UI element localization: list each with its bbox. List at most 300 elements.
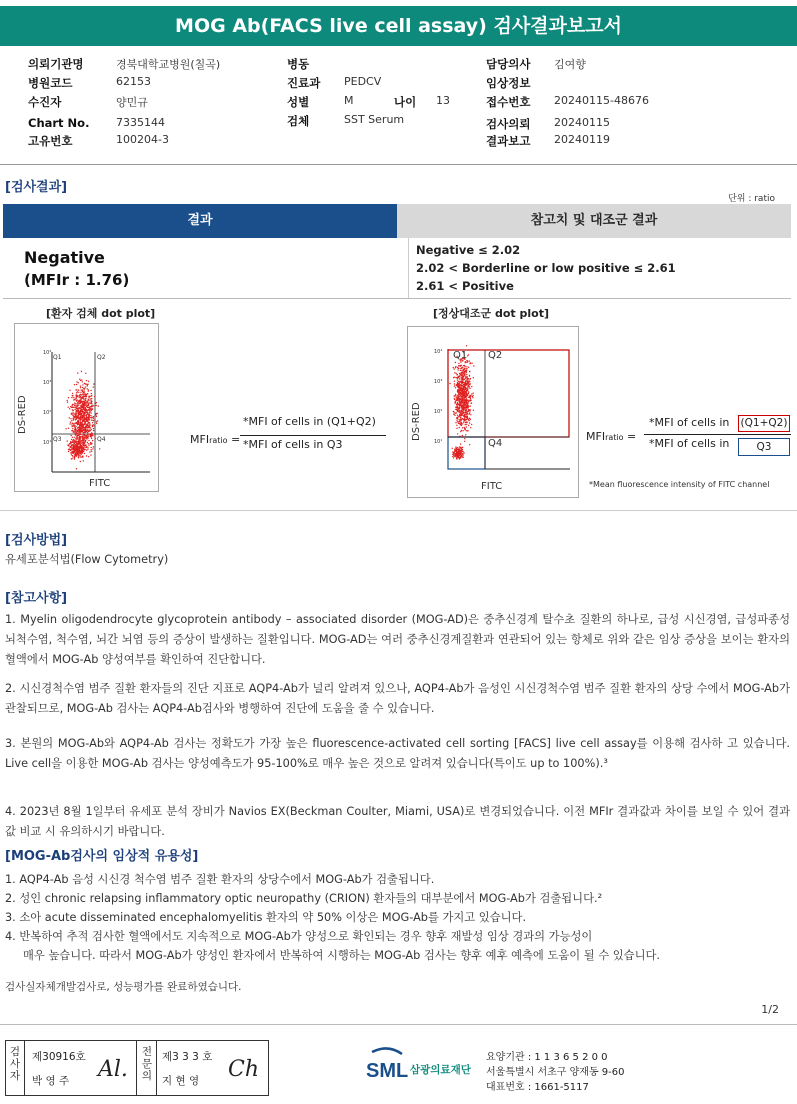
scatter-dot xyxy=(83,389,84,390)
scatter-dot xyxy=(469,388,470,389)
scatter-dot xyxy=(90,408,91,409)
scatter-dot xyxy=(84,447,85,448)
scatter-dot xyxy=(90,454,91,455)
scatter-dot xyxy=(81,436,82,437)
patient-plot-caption: [환자 검체 dot plot] xyxy=(46,307,156,320)
scatter-dot xyxy=(78,419,79,420)
scatter-dot xyxy=(464,441,465,442)
scatter-dot xyxy=(460,381,461,382)
scatter-dot xyxy=(78,442,79,443)
signature-box xyxy=(5,1040,269,1096)
scatter-dot xyxy=(80,385,81,386)
scatter-dot xyxy=(471,402,472,403)
scatter-dot xyxy=(461,399,462,400)
scatter-dot xyxy=(468,393,469,394)
q2-label: Q2 xyxy=(97,354,106,361)
scatter-dot xyxy=(454,415,455,416)
reference-positive: 2.61 < Positive xyxy=(416,279,514,293)
scatter-dot xyxy=(79,403,80,404)
scatter-dot xyxy=(457,379,458,380)
scatter-dot xyxy=(91,398,92,399)
scatter-dot xyxy=(465,404,466,405)
scatter-dot xyxy=(455,395,456,396)
scatter-dot xyxy=(77,435,78,436)
scatter-dot xyxy=(466,390,467,391)
scatter-dot xyxy=(464,399,465,400)
scatter-dot xyxy=(463,375,464,376)
scatter-dot xyxy=(75,433,76,434)
scatter-dot xyxy=(462,379,463,380)
scatter-dot xyxy=(97,420,98,421)
scatter-dot xyxy=(470,414,471,415)
scatter-dot xyxy=(458,403,459,404)
scatter-dot xyxy=(77,424,78,425)
org-address: 서울특별시 서초구 양재동 9-60 xyxy=(486,1067,625,1078)
scatter-dot xyxy=(87,433,88,434)
scatter-dot xyxy=(81,371,82,372)
unique-label: 고유번호 xyxy=(28,134,73,148)
scatter-dot xyxy=(459,387,460,388)
scatter-dot xyxy=(454,449,455,450)
divider xyxy=(136,1041,137,1095)
scatter-dot xyxy=(81,430,82,431)
reference-borderline: 2.02 < Borderline or low positive ≤ 2.61 xyxy=(416,261,676,275)
scatter-dot xyxy=(455,367,456,368)
scatter-dot xyxy=(465,362,466,363)
scatter-dot xyxy=(69,390,70,391)
scatter-dot xyxy=(78,418,79,419)
patient-formula-label: MFIratio = xyxy=(190,433,241,446)
scatter-dot xyxy=(87,417,88,418)
specimen-label: 검체 xyxy=(287,114,310,128)
scatter-dot xyxy=(471,363,472,364)
scatter-dot xyxy=(79,395,80,396)
formula-prefix: MFI xyxy=(190,433,210,446)
divider xyxy=(408,238,409,298)
svg-text:10⁴: 10⁴ xyxy=(434,349,443,355)
scatter-dot xyxy=(73,417,74,418)
patient-denominator: *MFI of cells in Q3 xyxy=(243,438,343,451)
scatter-dot xyxy=(72,440,73,441)
scatter-dot xyxy=(82,411,83,412)
scatter-dot xyxy=(460,443,461,444)
scatter-dot xyxy=(83,433,84,434)
scatter-dot xyxy=(463,421,464,422)
scatter-dot xyxy=(461,425,462,426)
scatter-dot xyxy=(85,407,86,408)
scatter-dot xyxy=(465,424,466,425)
scatter-dot xyxy=(454,381,455,382)
scatter-dot xyxy=(458,421,459,422)
reference-negative: Negative ≤ 2.02 xyxy=(416,243,521,257)
scatter-dot xyxy=(78,447,79,448)
scatter-dot xyxy=(463,402,464,403)
scatter-dot xyxy=(464,395,465,396)
scatter-dot xyxy=(90,430,91,431)
doctor-role: 전문의 xyxy=(141,1046,153,1082)
scatter-dot xyxy=(71,430,72,431)
scatter-dot xyxy=(85,405,86,406)
control-formula-label: MFIratio = xyxy=(586,430,637,443)
scatter-dot xyxy=(459,410,460,411)
scatter-dot xyxy=(456,398,457,399)
scatter-dot xyxy=(455,453,456,454)
scatter-dot xyxy=(84,403,85,404)
scatter-dot xyxy=(454,383,455,384)
scatter-dot xyxy=(457,402,458,403)
scatter-dot xyxy=(79,455,80,456)
scatter-dot xyxy=(81,456,82,457)
scatter-dot xyxy=(457,451,458,452)
scatter-dot xyxy=(464,420,465,421)
scatter-dot xyxy=(70,450,71,451)
scatter-dot xyxy=(468,367,469,368)
scatter-dot xyxy=(465,434,466,435)
scatter-dot xyxy=(90,415,91,416)
scatter-dot xyxy=(75,430,76,431)
scatter-dot xyxy=(455,422,456,423)
usefulness-item: 2. 성인 chronic relapsing inflammatory optic neuropathy (CRION) 환자들의 대부분에서 MOG-Ab가 검출됩니다.² xyxy=(5,892,603,905)
scatter-dot xyxy=(92,408,93,409)
scatter-dot xyxy=(85,427,86,428)
scatter-dot xyxy=(86,449,87,450)
scatter-dot xyxy=(458,389,459,390)
scatter-dot xyxy=(74,425,75,426)
scatter-dot xyxy=(462,406,463,407)
scatter-dot xyxy=(76,397,77,398)
scatter-dot xyxy=(83,398,84,399)
scatter-dot xyxy=(460,431,461,432)
scatter-dot xyxy=(455,362,456,363)
scatter-dot xyxy=(471,393,472,394)
scatter-dot xyxy=(88,404,89,405)
usefulness-item: 3. 소아 acute disseminated encephalomyelitis 환자의 약 50% 이상은 MOG-Ab를 가지고 있습니다. xyxy=(5,911,527,924)
scatter-dot xyxy=(463,384,464,385)
scatter-dot xyxy=(460,420,461,421)
request-value: 20240115 xyxy=(554,116,610,129)
scatter-dot xyxy=(96,416,97,417)
scatter-dot xyxy=(90,390,91,391)
x-axis-label: FITC xyxy=(89,478,111,489)
scatter-dot xyxy=(73,442,74,443)
scatter-dot xyxy=(94,396,95,397)
hospital-value: 경북대학교병원(칠곡) xyxy=(116,58,221,71)
scatter-dot xyxy=(84,424,85,425)
scatter-dot xyxy=(81,431,82,432)
scatter-dot xyxy=(467,413,468,414)
scatter-dot xyxy=(84,414,85,415)
scatter-dot xyxy=(456,428,457,429)
scatter-dot xyxy=(91,429,92,430)
scatter-dot xyxy=(71,407,72,408)
scatter-dot xyxy=(76,384,77,385)
scatter-dot xyxy=(459,453,460,454)
scatter-dot xyxy=(459,412,460,413)
scatter-dot xyxy=(82,406,83,407)
usefulness-item: 1. AQP4-Ab 음성 시신경 척수염 범주 질환 환자의 상당수에서 MOG-Ab가 검출됩니다. xyxy=(5,873,435,886)
scatter-dot xyxy=(91,447,92,448)
scatter-dot xyxy=(459,391,460,392)
notes-section-title: [참고사항] xyxy=(5,591,68,606)
scatter-dot xyxy=(92,448,93,449)
scatter-dot xyxy=(87,388,88,389)
scatter-dot xyxy=(466,396,467,397)
scatter-dot xyxy=(85,386,86,387)
scatter-dot xyxy=(87,414,88,415)
scatter-dot xyxy=(467,378,468,379)
scatter-dot xyxy=(457,449,458,450)
scatter-dot xyxy=(91,405,92,406)
scatter-dot xyxy=(88,443,89,444)
scatter-dot xyxy=(83,436,84,437)
org-phone: 대표번호 : 1661-5117 xyxy=(486,1082,589,1093)
scatter-dot xyxy=(78,413,79,414)
scatter-dot xyxy=(86,380,87,381)
patient-value: 양민규 xyxy=(116,96,148,109)
divider xyxy=(156,1041,157,1095)
scatter-dot xyxy=(459,421,460,422)
scatter-dot xyxy=(73,425,74,426)
scatter-dot xyxy=(457,382,458,383)
scatter-dot xyxy=(453,368,454,369)
scatter-dot xyxy=(75,455,76,456)
scatter-dot xyxy=(459,378,460,379)
scatter-dot xyxy=(72,456,73,457)
scatter-dot xyxy=(461,430,462,431)
usefulness-section-title: [MOG-Ab검사의 임상적 유용성] xyxy=(5,849,199,864)
scatter-dot xyxy=(469,396,470,397)
scatter-dot xyxy=(466,368,467,369)
scatter-dot xyxy=(71,458,72,459)
scatter-dot xyxy=(92,434,93,435)
scatter-dot xyxy=(467,383,468,384)
scatter-dot xyxy=(75,426,76,427)
scatter-dot xyxy=(87,424,88,425)
scatter-dot xyxy=(70,452,71,453)
scatter-dot xyxy=(93,416,94,417)
scatter-dot xyxy=(88,389,89,390)
scatter-dot xyxy=(77,405,78,406)
scatter-dot xyxy=(457,415,458,416)
scatter-dot xyxy=(76,433,77,434)
scatter-dot xyxy=(463,365,464,366)
scatter-dot xyxy=(465,412,466,413)
scatter-dot xyxy=(89,434,90,435)
scatter-dot xyxy=(466,376,467,377)
scatter-dot xyxy=(464,406,465,407)
scatter-dot xyxy=(83,388,84,389)
scatter-dot xyxy=(83,460,84,461)
scatter-dot xyxy=(88,390,89,391)
scatter-dot xyxy=(455,407,456,408)
scatter-dot xyxy=(460,447,461,448)
scatter-dot xyxy=(75,423,76,424)
scatter-dot xyxy=(76,411,77,412)
scatter-dot xyxy=(89,417,90,418)
scatter-dot xyxy=(77,427,78,428)
scatter-dot xyxy=(78,422,79,423)
scatter-dot xyxy=(83,424,84,425)
dept-label: 진료과 xyxy=(287,76,321,90)
scatter-dot xyxy=(453,457,454,458)
scatter-dot xyxy=(460,361,461,362)
scatter-dot xyxy=(73,430,74,431)
scatter-dot xyxy=(79,418,80,419)
scatter-dot xyxy=(461,370,462,371)
scatter-dot xyxy=(89,423,90,424)
scatter-dot xyxy=(69,417,70,418)
scatter-dot xyxy=(87,410,88,411)
scatter-dot xyxy=(88,399,89,400)
scatter-dot xyxy=(459,394,460,395)
scatter-dot xyxy=(96,421,97,422)
scatter-dot xyxy=(458,448,459,449)
scatter-dot xyxy=(83,418,84,419)
patient-dot-plot-svg xyxy=(15,324,160,493)
scatter-dot xyxy=(76,392,77,393)
scatter-dot xyxy=(80,438,81,439)
scatter-dot xyxy=(78,382,79,383)
scatter-dot xyxy=(83,392,84,393)
scatter-dot xyxy=(454,413,455,414)
scatter-dot xyxy=(455,373,456,374)
scatter-dot xyxy=(468,383,469,384)
divider xyxy=(24,1041,25,1095)
scatter-dot xyxy=(462,435,463,436)
scatter-dot xyxy=(76,450,77,451)
scatter-dot xyxy=(456,420,457,421)
scatter-dot xyxy=(459,436,460,437)
scatter-dot xyxy=(466,415,467,416)
scatter-dot xyxy=(457,374,458,375)
dept-value: PEDCV xyxy=(344,75,382,88)
hospital-label: 의뢰기관명 xyxy=(28,57,84,71)
scatter-dot xyxy=(80,422,81,423)
scatter-dot xyxy=(96,405,97,406)
scatter-dot xyxy=(80,445,81,446)
scatter-dot xyxy=(77,404,78,405)
scatter-dot xyxy=(461,449,462,450)
scatter-dot xyxy=(93,386,94,387)
scatter-dot xyxy=(460,417,461,418)
scatter-dot xyxy=(83,408,84,409)
scatter-dot xyxy=(465,409,466,410)
scatter-dot xyxy=(460,370,461,371)
reference-header: 참고치 및 대조군 결과 xyxy=(397,204,791,238)
scatter-dot xyxy=(457,455,458,456)
scatter-dot xyxy=(80,420,81,421)
scatter-dot xyxy=(69,423,70,424)
scatter-dot xyxy=(459,450,460,451)
svg-text:10²: 10² xyxy=(43,410,52,416)
scatter-dot xyxy=(464,416,465,417)
scatter-dot xyxy=(83,416,84,417)
scatter-dot xyxy=(461,373,462,374)
scatter-dot xyxy=(88,397,89,398)
scatter-dot xyxy=(81,379,82,380)
svg-text:10⁴: 10⁴ xyxy=(43,350,52,356)
scatter-dot xyxy=(78,451,79,452)
scatter-dot xyxy=(71,424,72,425)
scatter-dot xyxy=(83,401,84,402)
q4-label: Q4 xyxy=(97,436,106,443)
scatter-dot xyxy=(86,447,87,448)
scatter-dot xyxy=(83,449,84,450)
scatter-dot xyxy=(455,448,456,449)
scatter-dot xyxy=(457,391,458,392)
chart-label: Chart No. xyxy=(28,116,90,130)
note-paragraph-1: 1. Myelin oligodendrocyte glycoprotein antibody – associated disorder (MOG-AD)은 중추신경계 탈수초 질환의 하나로, 급성 시신경염, 급성파종성 뇌척수염, 척수염, 뇌간 뇌염 등의 증상이 발생하는 질환입니다. MOG-AD는 여러 중추신경계질환과 연관되어 있는 항체로 위와 같은 임상 증상을 보이는 환자의 혈액에서 MOG-Ab 양성여부를 확인하여 진단합니다. xyxy=(5,613,791,666)
scatter-dot xyxy=(67,440,68,441)
scatter-dot xyxy=(85,418,86,419)
scatter-dot xyxy=(455,377,456,378)
mfi-ratio: (MFIr : 1.76) xyxy=(24,271,130,289)
scatter-dot xyxy=(76,448,77,449)
scatter-dot xyxy=(456,458,457,459)
request-label: 검사의뢰 xyxy=(486,117,531,131)
scatter-dot xyxy=(92,426,93,427)
scatter-dot xyxy=(466,345,467,346)
q1-label: Q1 xyxy=(453,350,468,361)
scatter-dot xyxy=(93,428,94,429)
scatter-dot xyxy=(93,446,94,447)
age-label: 나이 xyxy=(394,95,417,109)
scatter-dot xyxy=(76,400,77,401)
scatter-dot xyxy=(79,429,80,430)
scatter-dot xyxy=(86,424,87,425)
scatter-dot xyxy=(469,386,470,387)
specimen-value: SST Serum xyxy=(344,113,405,126)
scatter-dot xyxy=(452,456,453,457)
scatter-dot xyxy=(466,366,467,367)
scatter-dot xyxy=(91,432,92,433)
scatter-dot xyxy=(95,413,96,414)
scatter-dot xyxy=(465,392,466,393)
method-text: 유세포분석법(Flow Cytometry) xyxy=(5,553,169,566)
scatter-dot xyxy=(82,384,83,385)
scatter-dot xyxy=(90,449,91,450)
scatter-dot xyxy=(88,426,89,427)
scatter-dot xyxy=(459,405,460,406)
scatter-dot xyxy=(460,399,461,400)
scatter-dot xyxy=(454,372,455,373)
scatter-dot xyxy=(89,399,90,400)
scatter-dot xyxy=(463,373,464,374)
scatter-dot xyxy=(75,398,76,399)
scatter-dot xyxy=(462,430,463,431)
scatter-dot xyxy=(463,392,464,393)
scatter-dot xyxy=(78,432,79,433)
scatter-dot xyxy=(465,397,466,398)
scatter-dot xyxy=(80,461,81,462)
scatter-dot xyxy=(67,444,68,445)
scatter-dot xyxy=(96,423,97,424)
scatter-dot xyxy=(462,453,463,454)
scatter-dot xyxy=(460,365,461,366)
scatter-dot xyxy=(455,451,456,452)
scatter-dot xyxy=(89,451,90,452)
scatter-dot xyxy=(76,454,77,455)
scatter-dot xyxy=(78,424,79,425)
control-denominator: *MFI of cells in xyxy=(649,437,730,450)
scatter-dot xyxy=(471,424,472,425)
scatter-dot xyxy=(82,450,83,451)
scatter-dot xyxy=(461,455,462,456)
scatter-dot xyxy=(465,374,466,375)
scatter-dot xyxy=(99,448,100,449)
scatter-dot xyxy=(88,440,89,441)
scatter-dot xyxy=(85,402,86,403)
